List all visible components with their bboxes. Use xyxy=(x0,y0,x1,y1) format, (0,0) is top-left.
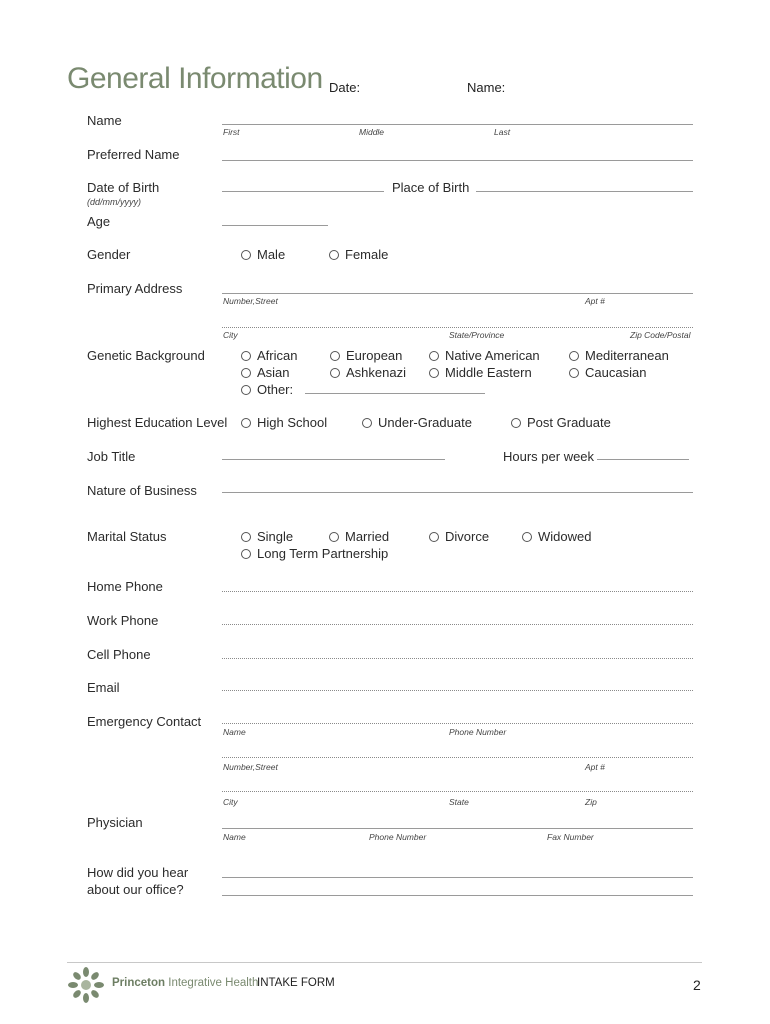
referral-label-line2: about our office? xyxy=(87,882,184,897)
genetic-option-european[interactable]: European xyxy=(330,348,402,363)
brand-name-part1: Princeton xyxy=(112,977,166,989)
genetic-background-label: Genetic Background xyxy=(87,348,205,363)
genetic-other-field[interactable] xyxy=(305,393,485,394)
email-field[interactable] xyxy=(222,690,693,691)
emergency-phone-sublabel: Phone Number xyxy=(449,727,507,737)
emergency-street-field[interactable] xyxy=(222,757,693,758)
work-phone-field[interactable] xyxy=(222,624,693,625)
radio-icon[interactable] xyxy=(522,532,532,542)
preferred-name-label: Preferred Name xyxy=(87,147,180,162)
physician-label: Physician xyxy=(87,815,143,830)
education-option-post-graduate[interactable]: Post Graduate xyxy=(511,415,611,430)
genetic-option-mediterranean[interactable]: Mediterranean xyxy=(569,348,669,363)
hours-per-week-label: Hours per week xyxy=(503,449,595,464)
preferred-name-field[interactable] xyxy=(222,160,693,161)
home-phone-field[interactable] xyxy=(222,591,693,592)
marital-option-long-term-partnership[interactable]: Long Term Partnership xyxy=(241,546,388,561)
radio-icon[interactable] xyxy=(241,385,251,395)
address-city-field[interactable] xyxy=(222,327,693,328)
nature-of-business-label: Nature of Business xyxy=(87,483,197,498)
radio-icon[interactable] xyxy=(362,418,372,428)
radio-icon[interactable] xyxy=(330,351,340,361)
genetic-option-middle-eastern[interactable]: Middle Eastern xyxy=(429,365,532,380)
address-street-sublabel: Number,Street xyxy=(223,296,278,306)
cell-phone-field[interactable] xyxy=(222,658,693,659)
emergency-zip-sublabel: Zip xyxy=(585,797,597,807)
page-title: General Information xyxy=(67,62,323,95)
footer-form-name: INTAKE FORM xyxy=(257,977,335,989)
footer-divider xyxy=(67,962,702,963)
brand-name-part2: Integrative Health xyxy=(168,977,259,989)
emergency-name-sublabel: Name xyxy=(223,727,246,737)
emergency-contact-label: Emergency Contact xyxy=(87,714,202,729)
name-label: Name xyxy=(87,113,122,128)
genetic-option-native-american[interactable]: Native American xyxy=(429,348,540,363)
radio-icon[interactable] xyxy=(569,351,579,361)
emergency-street-sublabel: Number,Street xyxy=(223,762,278,772)
emergency-name-field[interactable] xyxy=(222,723,693,724)
radio-icon[interactable] xyxy=(241,418,251,428)
marital-status-label: Marital Status xyxy=(87,529,167,544)
name-field[interactable] xyxy=(222,124,693,125)
name-middle-sublabel: Middle xyxy=(359,127,385,137)
referral-label-line1: How did you hear xyxy=(87,865,189,880)
marital-option-divorce[interactable]: Divorce xyxy=(429,529,489,544)
name-last-sublabel: Last xyxy=(494,127,511,137)
radio-icon[interactable] xyxy=(429,368,439,378)
emergency-state-sublabel: State xyxy=(449,797,469,807)
radio-icon[interactable] xyxy=(429,532,439,542)
address-zip-sublabel: Zip Code/Postal xyxy=(630,330,691,340)
physician-phone-sublabel: Phone Number xyxy=(369,832,427,842)
address-state-sublabel: State/Province xyxy=(449,330,505,340)
referral-field-line1[interactable] xyxy=(222,877,693,878)
age-field[interactable] xyxy=(222,225,328,226)
radio-icon[interactable] xyxy=(329,532,339,542)
emergency-city-sublabel: City xyxy=(223,797,238,807)
genetic-option-other[interactable]: Other: xyxy=(241,382,293,397)
radio-icon[interactable] xyxy=(330,368,340,378)
page-number: 2 xyxy=(693,977,701,993)
radio-icon[interactable] xyxy=(569,368,579,378)
gender-option-male[interactable]: Male xyxy=(241,247,285,262)
address-apt-sublabel: Apt # xyxy=(585,296,605,306)
marital-option-single[interactable]: Single xyxy=(241,529,293,544)
cell-phone-label: Cell Phone xyxy=(87,647,151,662)
address-city-sublabel: City xyxy=(223,330,238,340)
education-option-under-graduate[interactable]: Under-Graduate xyxy=(362,415,472,430)
radio-icon[interactable] xyxy=(241,351,251,361)
emergency-apt-sublabel: Apt # xyxy=(585,762,605,772)
education-label: Highest Education Level xyxy=(87,415,228,430)
dob-label: Date of Birth xyxy=(87,180,160,195)
nature-of-business-field[interactable] xyxy=(222,492,693,493)
work-phone-label: Work Phone xyxy=(87,613,159,628)
physician-field[interactable] xyxy=(222,828,693,829)
genetic-option-caucasian[interactable]: Caucasian xyxy=(569,365,646,380)
radio-icon[interactable] xyxy=(241,549,251,559)
age-label: Age xyxy=(87,214,111,229)
hours-per-week-field[interactable] xyxy=(597,459,689,460)
email-label: Email xyxy=(87,680,120,695)
dob-field[interactable] xyxy=(222,191,384,192)
radio-icon[interactable] xyxy=(329,250,339,260)
genetic-option-ashkenazi[interactable]: Ashkenazi xyxy=(330,365,406,380)
radio-icon[interactable] xyxy=(241,532,251,542)
date-label: Date: xyxy=(329,80,361,95)
name-header-label: Name: xyxy=(467,80,506,95)
radio-icon[interactable] xyxy=(511,418,521,428)
marital-option-widowed[interactable]: Widowed xyxy=(522,529,591,544)
physician-name-sublabel: Name xyxy=(223,832,246,842)
genetic-option-african[interactable]: African xyxy=(241,348,297,363)
gender-option-female[interactable]: Female xyxy=(329,247,388,262)
radio-icon[interactable] xyxy=(241,368,251,378)
job-title-field[interactable] xyxy=(222,459,445,460)
gender-label: Gender xyxy=(87,247,131,262)
physician-fax-sublabel: Fax Number xyxy=(547,832,594,842)
place-of-birth-field[interactable] xyxy=(476,191,693,192)
leaf-cluster-icon xyxy=(66,965,106,1005)
referral-field-line2[interactable] xyxy=(222,895,693,896)
job-title-label: Job Title xyxy=(87,449,136,464)
name-first-sublabel: First xyxy=(223,127,240,137)
dob-format-hint: (dd/mm/yyyy) xyxy=(87,197,141,207)
genetic-option-asian[interactable]: Asian xyxy=(241,365,290,380)
emergency-city-field[interactable] xyxy=(222,791,693,792)
address-label: Primary Address xyxy=(87,281,183,296)
marital-option-married[interactable]: Married xyxy=(329,529,389,544)
place-of-birth-label: Place of Birth xyxy=(392,180,470,195)
radio-icon[interactable] xyxy=(241,250,251,260)
address-street-field[interactable] xyxy=(222,293,693,294)
footer-brand xyxy=(112,977,258,989)
home-phone-label: Home Phone xyxy=(87,579,163,594)
radio-icon[interactable] xyxy=(429,351,439,361)
education-option-high-school[interactable]: High School xyxy=(241,415,327,430)
